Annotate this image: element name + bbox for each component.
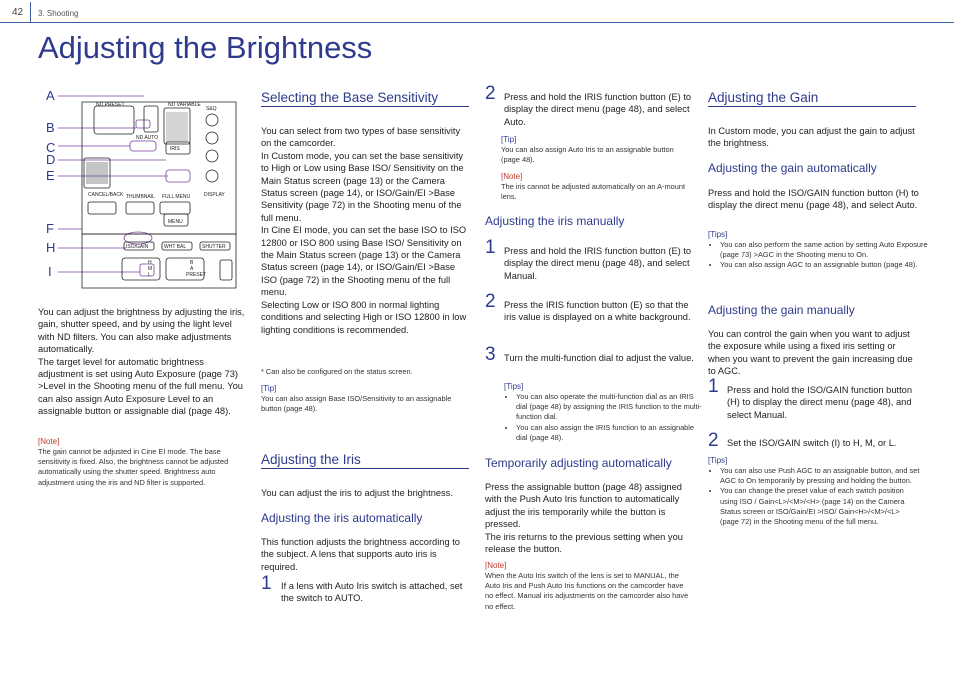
heading-iris-auto: Adjusting the iris automatically — [261, 511, 423, 525]
tips-list — [708, 240, 928, 271]
gain-text: In Custom mode, you can adjust the gain to adjust the brightness. — [708, 126, 915, 149]
label-thumbnail: THUMBNAIL — [126, 194, 155, 200]
label-nd-variable: ND VARIABLE — [168, 102, 201, 108]
callout-c: C — [46, 140, 56, 155]
tip-item: • You can also perform the same action by setting Auto Exposure (page 73) >AGC in the Shooting menu to On. — [720, 240, 928, 260]
step-text: Press the IRIS function button (E) so that the iris value is displayed on a white background. — [504, 300, 691, 323]
tip-item: • You can change the preset value of each switch position using ISO / Gain<L>/<M>/<H> (page 14) on the Camera Status screen or ISO/Gain/EI >ISO/ Gain<H>/<M>/<L> (page 72) in the Shooting menu of the full menu. — [720, 486, 920, 527]
step-text: Set the ISO/GAIN switch (I) to H, M, or L. — [727, 438, 897, 448]
base-sensitivity-text: You can select from two types of base sensitivity on the camcorder. In Custom mode, you can set the base sensitivity to High or Low using Base ISO/ Sensitivity on the Main Status screen (page 13) or the Camera Status screen (page 14), or ISO/Gain/EI >Base Sensitivity (page 72) in the Shooting menu of the full menu. In Cine EI mode, you can set the base ISO to ISO 12800 or ISO 800 using Base ISO/ Sensitivity on the Main Status screen (page 13) or the Camera Status screen (page 14), or ISO/Gain/EI >Base ISO (page 72) in the Shooting menu of the full menu. Selecting Low or ISO 800 in normal lighting conditions and selecting High or ISO 12800 in low lighting conditions is recommended. — [261, 126, 467, 335]
tip-item: • You can also operate the multi-function dial as an IRIS dial (page 48) by assigning the IRIS function to the multi-function dial. — [516, 392, 702, 423]
note-label: [Note] — [485, 561, 507, 570]
tip-label: [Tip] — [261, 384, 277, 393]
label-menu: MENU — [168, 219, 183, 225]
page-number: 42 — [12, 7, 24, 18]
step-number: 2 — [485, 291, 496, 312]
label-cancel: CANCEL/BACK — [88, 192, 124, 198]
header-divider — [30, 2, 31, 22]
heading-gain-auto: Adjusting the gain automatically — [708, 161, 877, 175]
tips-list — [504, 392, 702, 443]
label-slot: S&Q — [206, 106, 217, 112]
label-iso-gain: ISO/GAIN — [126, 244, 149, 250]
step-text: If a lens with Auto Iris switch is attached, set the switch to AUTO. — [281, 581, 463, 604]
svg-text:PRESET: PRESET — [186, 272, 207, 278]
svg-text:M: M — [148, 266, 153, 272]
label-nd-auto: ND AUTO — [136, 135, 159, 141]
svg-text:H: H — [148, 260, 152, 266]
step-text: Turn the multi-function dial to adjust the value. — [504, 353, 694, 363]
gain-manual-text: You can control the gain when you want to adjust the exposure while using a fixed iris setting or when you want to prevent the gain increasing due to AGC. — [708, 329, 913, 377]
tip-item: • You can also assign the IRIS function to an assignable dial (page 48). — [516, 423, 702, 443]
tip-label: [Tip] — [501, 135, 517, 144]
heading-iris-manual: Adjusting the iris manually — [485, 214, 625, 228]
camera-panel-diagram — [36, 84, 246, 306]
tip-item: • You can also use Push AGC to an assignable button, and set AGC to On temporarily by pressing and holding the button. — [720, 466, 920, 486]
heading-adjusting-iris: Adjusting the Iris — [261, 452, 469, 469]
tip-item: • You can also assign AGC to an assignable button (page 48). — [720, 260, 928, 270]
page-title: Adjusting the Brightness — [38, 30, 373, 65]
note-label: [Note] — [38, 437, 60, 446]
callout-e: E — [46, 168, 55, 183]
callout-d: D — [46, 152, 56, 167]
intro-text: You can adjust the brightness by adjusting the iris, gain, shutter speed, and by using the light level with ND filters. You can also make adjustments automatically. The target level for automatic brightness adjustment is set using Auto Exposure (page 73) >Level in the Shooting menu of the full menu. You can also assign Auto Exposure Level to an assignable button or assignable dial (page 48). — [38, 307, 245, 417]
tip-text: You can also assign Auto Iris to an assignable button (page 48). — [501, 145, 674, 165]
heading-temp-auto: Temporarily adjusting automatically — [485, 456, 672, 470]
tips-label: [Tips] — [708, 456, 728, 465]
svg-text:L: L — [148, 272, 151, 278]
step-number: 3 — [485, 344, 496, 365]
callout-f: F — [46, 221, 54, 236]
iris-text: You can adjust the iris to adjust the brightness. — [261, 488, 453, 498]
note-text: The gain cannot be adjusted in Cine EI mode. The base sensitivity is fixed. Also, the brightness cannot be adjusted automatically using the shutter speed. Brightness auto adjustment using the iris and ND filter is supported. — [38, 447, 229, 487]
note-text: When the Auto Iris switch of the lens is set to MANUAL, the Auto Iris and Push Auto Iris functions on the camcorder have no effect. Manual iris adjustments on the camcorder also have no effect. — [485, 571, 689, 611]
step-text: Press and hold the IRIS function button (E) to display the direct menu (page 48), and select Manual. — [504, 246, 692, 281]
footnote: * Can also be configured on the status screen. — [261, 367, 413, 376]
label-wht-bal: WHT BAL — [164, 244, 187, 250]
note-label: [Note] — [501, 172, 523, 181]
step-number: 1 — [708, 376, 719, 397]
panel-illustration — [36, 84, 246, 306]
tips-label: [Tips] — [504, 382, 524, 391]
callout-h: H — [46, 240, 56, 255]
step-number: 2 — [485, 83, 496, 104]
callout-i: I — [48, 264, 52, 279]
callout-b: B — [46, 120, 55, 135]
step-text: Press and hold the ISO/GAIN function button (H) to display the direct menu (page 48), and select Manual. — [727, 385, 913, 420]
note-text: The iris cannot be adjusted automatically on an A-mount lens. — [501, 182, 686, 202]
gain-auto-text: Press and hold the ISO/GAIN function button (H) to display the direct menu (page 48), and select Auto. — [708, 188, 919, 211]
iris-auto-text: This function adjusts the brightness according to the subject. A lens that supports auto iris is required. — [261, 537, 460, 572]
svg-text:A: A — [190, 266, 194, 272]
tips-list — [708, 466, 920, 527]
label-display: DISPLAY — [204, 192, 225, 198]
step-number: 1 — [485, 237, 496, 258]
temp-auto-text: Press the assignable button (page 48) assigned with the Push Auto Iris function to automatically adjust the iris temporarily while the button is pressed. The iris returns to the previous setting when you release the button. — [485, 482, 683, 555]
section-title: 3. Shooting — [38, 9, 79, 18]
heading-gain-manual: Adjusting the gain manually — [708, 303, 855, 317]
tip-text: You can also assign Base ISO/Sensitivity to an assignable button (page 48). — [261, 394, 452, 414]
label-iris: IRIS — [170, 146, 180, 152]
step-number: 1 — [261, 573, 272, 594]
svg-text:B: B — [190, 260, 194, 266]
tips-label: [Tips] — [708, 230, 728, 239]
label-shutter: SHUTTER — [202, 244, 226, 250]
callout-a: A — [46, 88, 55, 103]
page-header — [0, 0, 954, 23]
heading-adjusting-gain: Adjusting the Gain — [708, 90, 916, 107]
label-full-menu: FULL MENU — [162, 194, 191, 200]
step-number: 2 — [708, 430, 719, 451]
step-text: Press and hold the IRIS function button (E) to display the direct menu (page 48), and select Auto. — [504, 92, 692, 127]
heading-base-sensitivity: Selecting the Base Sensitivity — [261, 90, 469, 107]
label-nd-preset: ND PRESET — [96, 102, 125, 108]
